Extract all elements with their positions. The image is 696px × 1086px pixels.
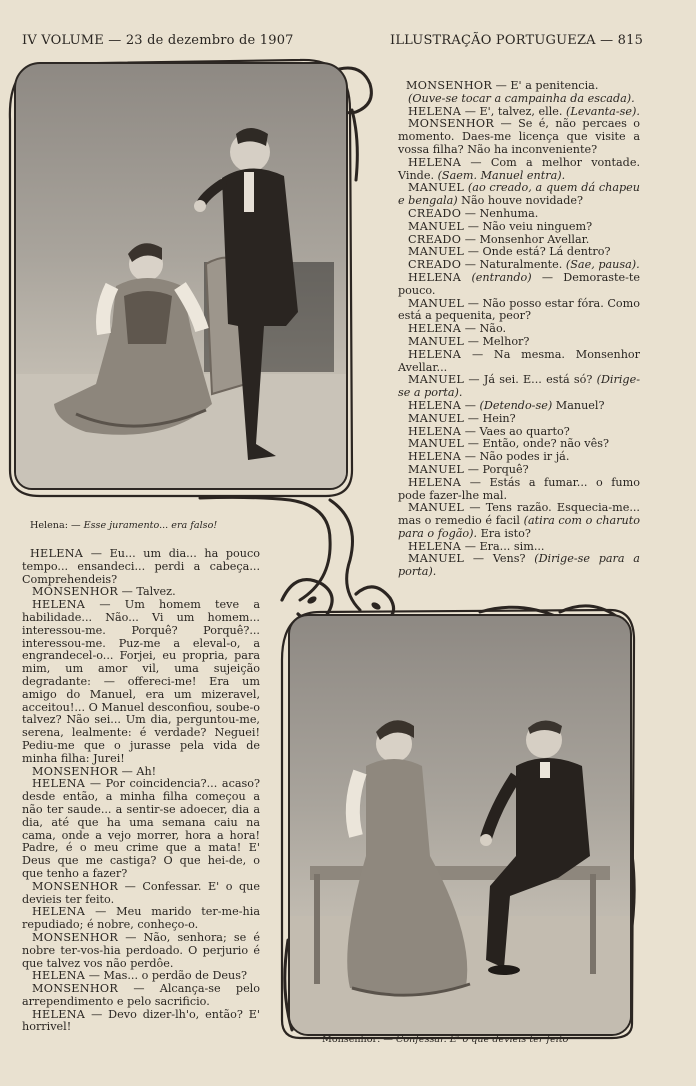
dialogue-line xyxy=(22,881,260,907)
speaker-name: MANUEL xyxy=(408,296,465,310)
speaker-name: HELENA xyxy=(408,475,462,489)
speaker-name: MANUEL xyxy=(408,437,465,451)
line-text: — Por coincidencia?... acaso? desde então, a minha filha começou a não ter saude... a sentir-se adoecer, dia a dia, até que ha uma semana caiu na cama, onde a vejo morrer, hora a hora! Padre, é o meu crime que a mata! E' Deus que me castiga? O que hei-de, o que tenho a fazer? xyxy=(22,777,260,880)
speaker-name: MANUEL xyxy=(408,501,465,515)
speaker-name: MONSENHOR xyxy=(32,930,119,944)
speaker-name: MANUEL xyxy=(408,181,465,195)
speaker-name: MANUEL xyxy=(408,411,465,425)
speaker-name: MONSENHOR xyxy=(406,79,493,92)
dialogue-line xyxy=(398,349,640,375)
photo1-caption xyxy=(30,520,217,531)
line-text: — Nenhuma. xyxy=(461,206,539,220)
line-text: — Naturalmente. xyxy=(461,258,566,272)
dialogue-line xyxy=(398,272,640,298)
dialogue-line xyxy=(22,548,260,586)
speaker-name: HELENA xyxy=(32,905,86,919)
dialogue-line xyxy=(398,502,640,540)
speaker-name: MANUEL xyxy=(408,552,465,566)
speaker-name: MANUEL xyxy=(408,245,465,259)
dialogue-line xyxy=(398,298,640,324)
line-text: — Era... sim... xyxy=(461,539,545,553)
dialogue-line xyxy=(22,1009,260,1035)
line-text: — Melhor? xyxy=(464,334,530,348)
speaker-name: MONSENHOR xyxy=(32,982,119,996)
stage-direction: (atira com o charuto para o fogão). xyxy=(398,514,640,540)
line-text: — Não veiu ninguem? xyxy=(464,219,593,233)
stage-direction: (ao creado, a quem dá chapeu e bengala) xyxy=(398,181,640,208)
speaker-name: MONSENHOR xyxy=(32,879,119,893)
line-text: Não houve novidade? xyxy=(457,194,584,208)
speaker-name: MANUEL xyxy=(408,373,465,387)
caption-speaker: Monsenhor: xyxy=(322,1034,381,1045)
line-text: — Com a melhor vontade. Vinde. xyxy=(398,155,640,182)
line-text xyxy=(461,271,471,284)
line-text: — Hein? xyxy=(464,411,516,425)
speaker-name: HELENA xyxy=(408,424,462,438)
stage-direction: (entrando) xyxy=(471,270,532,284)
speaker-name: CREADO xyxy=(408,258,462,272)
speaker-name: HELENA xyxy=(32,777,86,791)
dialogue-column-right xyxy=(398,80,640,579)
photo-helena-monsenhor xyxy=(288,614,632,1036)
line-text: — E', talvez, elle. xyxy=(461,104,567,118)
line-text: — Tens razão. Esquecia-me... mas o remedio é facil xyxy=(398,501,640,528)
line-text: — Estás a fumar... o fumo pode fazer-lhe mal. xyxy=(398,475,640,502)
caption-quote: — Confessar. E' o que devieis ter feito xyxy=(383,1034,569,1045)
speaker-name: HELENA xyxy=(408,539,462,553)
speaker-name: HELENA xyxy=(408,347,462,361)
dialogue-line xyxy=(22,906,260,932)
speaker-name: HELENA xyxy=(32,969,86,983)
speaker-name: HELENA xyxy=(408,104,462,118)
line-text: — Ah! xyxy=(118,764,157,778)
stage-direction: (Detendo-se) xyxy=(479,398,553,412)
speaker-name: MONSENHOR xyxy=(32,764,119,778)
stage-direction: (Ouve-se tocar a campainha da escada). xyxy=(408,91,635,105)
dialogue-line xyxy=(398,157,640,183)
line-text: — Já sei. E... está só? xyxy=(464,373,597,387)
dialogue-line xyxy=(398,182,640,208)
photo2-caption xyxy=(322,1034,568,1045)
speaker-name: MONSENHOR xyxy=(32,585,119,599)
line-text: — Demoraste-te pouco. xyxy=(398,270,640,297)
dialogue-line xyxy=(22,983,260,1009)
dialogue-line xyxy=(22,932,260,970)
line-text: — Um homem teve a habilidade... Não... Vi um homem... interessou-me. Porquê? Porquê?... interessou-me. Puz-me a eleval-o, a engrandecel-o... Forjei, eu propria, para mim, um amor vil, uma sujeição degradante: — offereci-me! Era um amigo do Manuel, era um mizeravel, acceitou!... O Manuel desconfiou, soube-o talvez? Não sei... Um dia, perguntou-me, serena, lealmente: é verdade? Neguei! Pediu-me que o jurasse pela vida de minha filha: Jurei! xyxy=(22,598,260,765)
line-text: — Não, senhora; se é nobre ter-vos-hia perdoado. O perjurio é que talvez vos não perdôe. xyxy=(22,930,260,970)
caption-speaker: Helena: xyxy=(30,520,68,531)
stage-direction: (Sae, pausa). xyxy=(565,258,640,272)
line-text: — Alcança-se pelo arrependimento e pelo sacrificio. xyxy=(22,982,260,1008)
speaker-name: MANUEL xyxy=(408,462,465,476)
running-header-title: ILLUSTRAÇÃO PORTUGUEZA — 815 xyxy=(390,33,644,48)
stage-direction: (Saem. Manuel entra). xyxy=(437,168,566,182)
line-text: — Não podes ir já. xyxy=(461,450,570,464)
line-text: — xyxy=(461,398,480,412)
speaker-name: HELENA xyxy=(30,547,84,560)
photo-helena-kneeling xyxy=(14,62,348,490)
speaker-name: MANUEL xyxy=(408,219,465,233)
line-text: — Então, onde? não vês? xyxy=(464,437,609,451)
line-text: — Mas... o perdão de Deus? xyxy=(85,969,247,983)
line-text: Manuel? xyxy=(552,398,605,412)
caption-quote: — Esse juramento... era falso! xyxy=(70,520,218,531)
speaker-name: HELENA xyxy=(32,1007,86,1021)
line-text: — E' a penitencia. xyxy=(492,79,599,92)
speaker-name: HELENA xyxy=(32,598,86,612)
line-text: — Confessar. E' o que devieis ter feito. xyxy=(22,879,260,906)
dialogue-line xyxy=(22,778,260,880)
line-text: — Não. xyxy=(461,322,507,336)
dialogue-line xyxy=(398,118,640,156)
line-text: — Onde está? Lá dentro? xyxy=(464,245,611,259)
speaker-name: CREADO xyxy=(408,232,462,246)
dialogue-line xyxy=(398,553,640,579)
dialogue-column-left xyxy=(22,548,260,1034)
line-text: — Eu... um dia... ha pouco tempo... ensandeci... perdi a cabeça... Comprehendeis? xyxy=(22,547,260,586)
speaker-name: HELENA xyxy=(408,155,462,169)
line-text: — Se é, não percaes o momento. Daes-me licença que visite a vossa filha? Não ha inconveniente? xyxy=(398,117,640,156)
speaker-name: HELENA xyxy=(408,270,462,284)
stage-direction: (Dirige-se a porta). xyxy=(398,373,640,400)
line-text: Era isto? xyxy=(477,526,531,540)
speaker-name: MANUEL xyxy=(408,334,465,348)
stage-direction: (Dirige-se para a porta). xyxy=(398,552,640,579)
speaker-name: CREADO xyxy=(408,206,462,220)
line-text: — Meu marido ter-me-hia repudiado; é nobre, conheço-o. xyxy=(22,905,260,932)
speaker-name: HELENA xyxy=(408,322,462,336)
line-text: — Devo dizer-lh'o, então? E' horrivel! xyxy=(22,1007,260,1034)
line-text: — Vaes ao quarto? xyxy=(461,424,570,438)
dialogue-line xyxy=(398,477,640,503)
stage-direction: (Levanta-se). xyxy=(566,104,640,118)
speaker-name: MONSENHOR xyxy=(408,117,495,131)
line-text: — Talvez. xyxy=(118,585,176,599)
speaker-name: HELENA xyxy=(408,450,462,464)
dialogue-line xyxy=(22,599,260,765)
dialogue-line xyxy=(398,374,640,400)
line-text: — Não posso estar fóra. Como está a pequenita, peor? xyxy=(398,296,640,323)
line-text: — Na mesma. Monsenhor Avellar... xyxy=(398,347,640,374)
line-text: — Vens? xyxy=(464,552,535,566)
line-text: — Monsenhor Avellar. xyxy=(461,232,590,246)
running-header-volume: IV VOLUME — 23 de dezembro de 1907 xyxy=(22,33,294,48)
speaker-name: HELENA xyxy=(408,398,462,412)
line-text: — Porquê? xyxy=(464,462,529,476)
